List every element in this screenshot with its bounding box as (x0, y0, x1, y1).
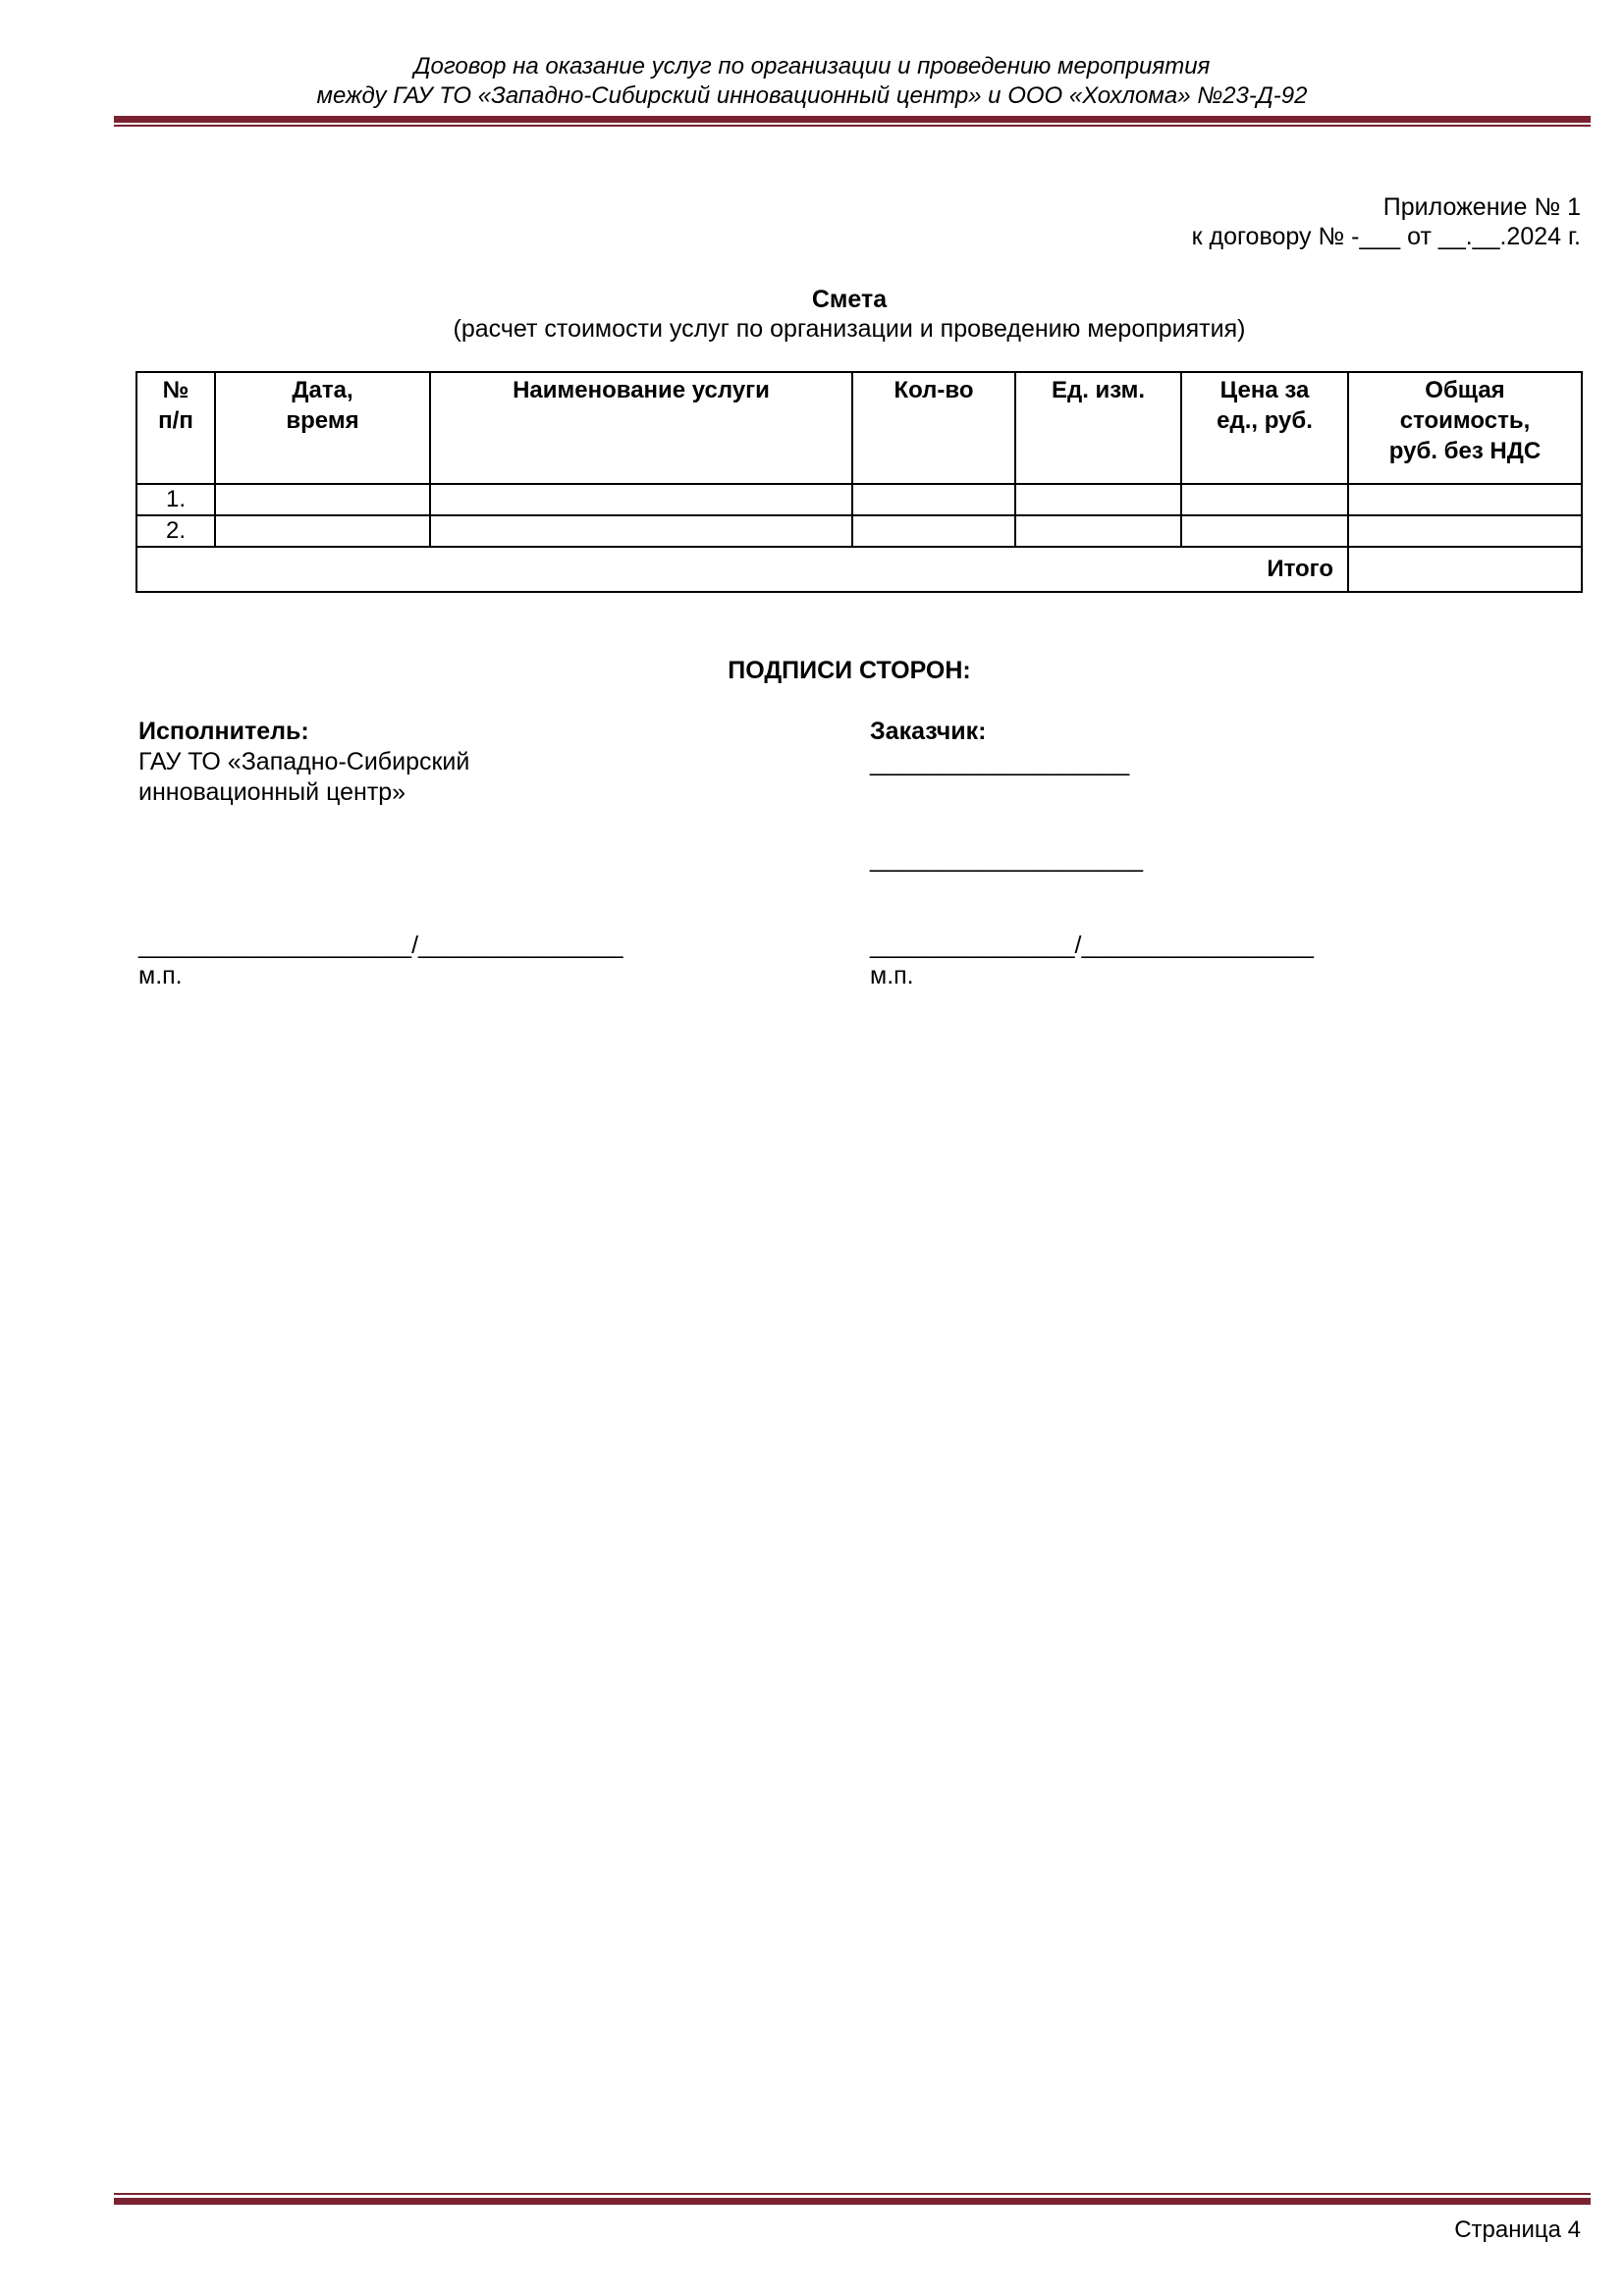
table-row (136, 515, 1582, 547)
total-label: Итого (136, 547, 1348, 592)
executor-stamp: м.п. (138, 962, 183, 989)
column-header-qty: Кол-во (852, 372, 1015, 484)
column-header-num: № п/п (136, 372, 215, 484)
executor-sign-line: ____________________/_______________ (138, 932, 623, 959)
page-number: Страница 4 (1454, 2216, 1581, 2243)
row-number: 1. (136, 484, 215, 515)
table-header-row (136, 372, 1582, 484)
header-line-1: Договор на оказание услуг по организации и проведению мероприятия (413, 53, 1211, 80)
header-rule (114, 116, 1591, 123)
executor-name-line1: ГАУ ТО «Западно-Сибирский (138, 748, 470, 775)
column-header-date: Дата, время (215, 372, 430, 484)
customer-blank-2: ____________________ (870, 845, 1144, 873)
column-header-service: Наименование услуги (430, 372, 852, 484)
customer-blank-1: ___________________ (870, 749, 1130, 776)
cell-unit (1015, 515, 1181, 547)
annex-title: Приложение № 1 (1382, 193, 1581, 221)
cell-qty (852, 515, 1015, 547)
column-header-unit: Ед. изм. (1015, 372, 1181, 484)
cell-unit (1015, 484, 1181, 515)
table-row (136, 484, 1582, 515)
total-value (1348, 547, 1582, 592)
total-row (136, 547, 1582, 592)
cell-date (215, 515, 430, 547)
cell-price (1181, 515, 1348, 547)
executor-label: Исполнитель: (138, 718, 309, 745)
cell-qty (852, 484, 1015, 515)
row-number: 2. (136, 515, 215, 547)
signatures-heading: ПОДПИСИ СТОРОН: (728, 657, 971, 684)
estimate-subtitle: (расчет стоимости услуг по организации и проведению мероприятия) (453, 315, 1246, 343)
customer-label: Заказчик: (870, 718, 987, 745)
header-rule-thin (114, 125, 1591, 127)
cell-total (1348, 515, 1582, 547)
footer-rule-thin (114, 2193, 1591, 2195)
customer-stamp: м.п. (870, 962, 914, 989)
header-line-2: между ГАУ ТО «Западно-Сибирский инновационный центр» и ООО «Хохлома» №23-Д-92 (316, 82, 1308, 109)
cell-service (430, 484, 852, 515)
cell-price (1181, 484, 1348, 515)
column-header-price: Цена за ед., руб. (1181, 372, 1348, 484)
estimate-table (135, 371, 1583, 593)
customer-sign-line: _______________/_________________ (870, 932, 1314, 959)
executor-name-line2: инновационный центр» (138, 778, 406, 806)
footer-rule (114, 2198, 1591, 2205)
column-header-total: Общая стоимость, руб. без НДС (1348, 372, 1582, 484)
cell-date (215, 484, 430, 515)
cell-total (1348, 484, 1582, 515)
estimate-title: Смета (811, 286, 888, 313)
cell-service (430, 515, 852, 547)
annex-ref: к договору № -___ от __.__.2024 г. (1191, 223, 1581, 250)
